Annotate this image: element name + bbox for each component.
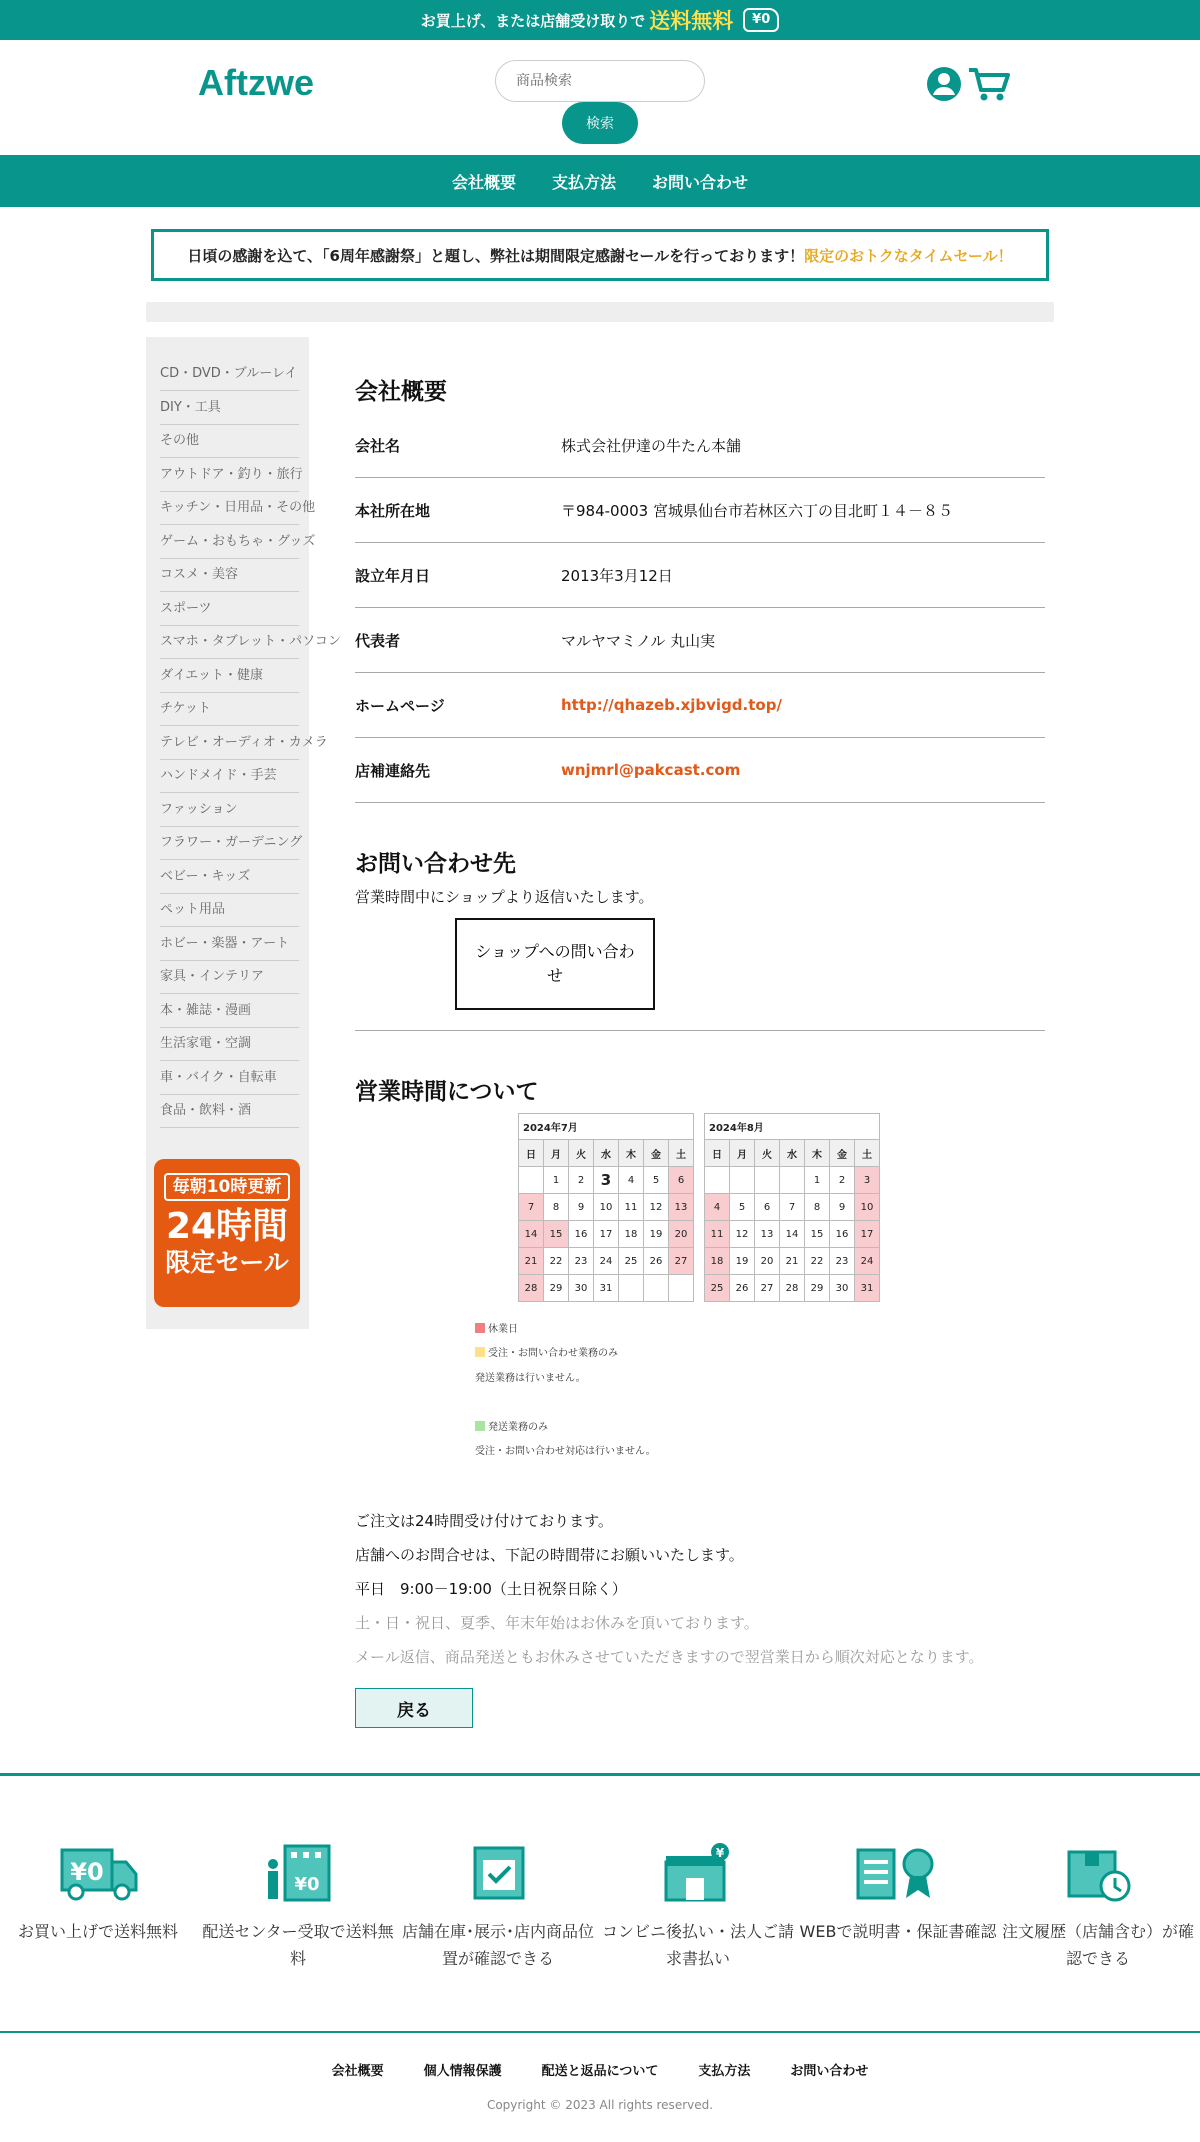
main-nav	[0, 155, 1200, 207]
calendar-day: 30	[830, 1275, 855, 1302]
calendar-day: 24	[594, 1248, 619, 1275]
back-button[interactable]: 戻る	[355, 1688, 473, 1728]
feature-center-pickup	[198, 1842, 398, 1972]
promo-topbar	[0, 0, 1200, 40]
calendar-day: 14	[780, 1221, 805, 1248]
business-notes	[355, 1504, 984, 1674]
calendar-day: 6	[669, 1167, 694, 1194]
feature-label: 配送センター受取で送料無料	[202, 1922, 394, 1968]
calendar-day	[755, 1167, 780, 1194]
calendar-day: 26	[644, 1248, 669, 1275]
calendar-day: 25	[619, 1248, 644, 1275]
calendar-day	[705, 1167, 730, 1194]
calendar-weekday: 火	[569, 1140, 594, 1167]
calendar-caption: 2024年7月	[519, 1114, 694, 1140]
legend-order-label: 受注・お問い合わせ業務のみ	[488, 1348, 618, 1359]
calendar-weekday: 火	[755, 1140, 780, 1167]
nav-contact[interactable]: お問い合わせ	[652, 172, 749, 192]
calendar-day: 29	[805, 1275, 830, 1302]
contact-title: お問い合わせ先	[355, 851, 516, 877]
feature-label: WEBで説明書・保証書確認	[799, 1922, 997, 1941]
homepage-link[interactable]: http://qhazeb.xjbvigd.top/	[561, 696, 782, 714]
calendar-day: 7	[519, 1194, 544, 1221]
truck-yen-icon	[56, 1842, 140, 1904]
info-row-address	[355, 478, 1045, 543]
calendar-day: 31	[594, 1275, 619, 1302]
checklist-icon	[467, 1842, 529, 1904]
banner-line3: 限定セール	[165, 1248, 289, 1277]
calendar-day: 5	[644, 1167, 669, 1194]
info-value: マルヤマミノル 丸山実	[561, 631, 716, 650]
contact-description: 営業時間中にショップより返信いたします。	[355, 888, 654, 906]
calendar-day: 21	[780, 1248, 805, 1275]
info-row-representative	[355, 608, 1045, 673]
calendar-caption: 2024年8月	[705, 1114, 880, 1140]
calendar-august	[704, 1113, 880, 1302]
calendar-weekday: 土	[855, 1140, 880, 1167]
building-yen-icon	[263, 1842, 333, 1904]
calendar-day: 16	[830, 1221, 855, 1248]
calendar-day: 11	[619, 1194, 644, 1221]
nav-company[interactable]: 会社概要	[451, 172, 516, 192]
hours-title: 営業時間について	[355, 1079, 539, 1105]
legend-holiday-label: 休業日	[488, 1324, 518, 1335]
legend-ship-label: 発送業務のみ	[488, 1422, 548, 1433]
calendar-day: 17	[855, 1221, 880, 1248]
sidebar-category[interactable]: ホビー・楽器・アート	[160, 927, 299, 961]
calendar-day: 8	[544, 1194, 569, 1221]
calendar-day: 16	[569, 1221, 594, 1248]
banner-line2: 24時間	[165, 1206, 289, 1247]
calendar-day: 19	[730, 1248, 755, 1275]
feature-order-history	[998, 1842, 1198, 1972]
calendar-day	[519, 1167, 544, 1194]
sidebar-category[interactable]: キッチン・日用品・その他	[160, 491, 299, 525]
footer-link-company[interactable]: 会社概要	[331, 2064, 384, 2079]
promo-text: お買上げ、または店舗受け取りで	[420, 11, 646, 30]
calendar-day: 18	[705, 1248, 730, 1275]
calendar-day: 19	[644, 1221, 669, 1248]
legend-order-note: 発送業務は行いません。	[475, 1373, 586, 1384]
document-award-icon	[852, 1842, 944, 1904]
search-button[interactable]: 検索	[562, 102, 638, 144]
category-sidebar	[146, 337, 341, 1329]
sidebar-category[interactable]: テレビ・オーディオ・カメラ	[160, 726, 299, 760]
calendar-day: 18	[619, 1221, 644, 1248]
calendar-day: 7	[780, 1194, 805, 1221]
legend-ship-note: 受注・お問い合わせ対応は行いません。	[475, 1446, 656, 1457]
note-line: ご注文は24時間受け付けております。	[355, 1512, 613, 1530]
calendar-day: 2	[830, 1167, 855, 1194]
calendar-day: 12	[644, 1194, 669, 1221]
info-label: 代表者	[355, 631, 401, 650]
sidebar-category[interactable]: 家具・インテリア	[160, 960, 299, 994]
feature-convenience-payment	[598, 1842, 798, 1972]
calendar-day: 6	[755, 1194, 780, 1221]
feature-store-stock	[398, 1842, 598, 1972]
info-value: 株式会社伊達の牛たん本舗	[561, 436, 742, 455]
box-clock-icon	[1063, 1842, 1133, 1904]
calendar-day: 11	[705, 1221, 730, 1248]
calendar-day: 28	[519, 1275, 544, 1302]
calendar-day: 10	[594, 1194, 619, 1221]
info-row-company-name	[355, 413, 1045, 478]
info-row-founded	[355, 543, 1045, 608]
calendar-day: 1	[544, 1167, 569, 1194]
sidebar-category[interactable]: チケット	[160, 692, 299, 726]
sidebar-category[interactable]: ペット用品	[160, 893, 299, 927]
info-label: 設立年月日	[355, 566, 431, 585]
calendar-day: 31	[855, 1275, 880, 1302]
svg-text:¥: ¥	[715, 1846, 725, 1860]
sale-announcement	[151, 229, 1049, 281]
calendar-day: 1	[805, 1167, 830, 1194]
svg-text:¥0: ¥0	[294, 1874, 320, 1895]
announce-highlight[interactable]: 限定のおトクなタイムセール！	[804, 246, 1013, 265]
sidebar-category[interactable]: ファッション	[160, 793, 299, 827]
calendar-day: 13	[669, 1194, 694, 1221]
info-label: 会社名	[355, 436, 401, 455]
calendar-weekday: 金	[644, 1140, 669, 1167]
site-header	[0, 40, 1200, 155]
info-label: 本社所在地	[355, 501, 431, 520]
calendar-day: 5	[730, 1194, 755, 1221]
calendar-day: 15	[544, 1221, 569, 1248]
legend-holiday	[475, 1320, 518, 1335]
note-line: 土・日・祝日、夏季、年末年始はお休みを頂いております。	[355, 1614, 759, 1632]
calendar-day: 29	[544, 1275, 569, 1302]
footer-divider-2	[0, 2031, 1200, 2033]
breadcrumb-bar	[146, 302, 1054, 322]
calendar-day: 22	[544, 1248, 569, 1275]
footer-link-shipping[interactable]: 配送と返品について	[541, 2064, 659, 2079]
company-title: 会社概要	[355, 379, 447, 405]
store-yen-icon	[662, 1842, 734, 1904]
calendar-day	[669, 1275, 694, 1302]
calendar-weekday: 水	[594, 1140, 619, 1167]
feature-free-shipping	[0, 1842, 198, 1945]
calendar-day: 27	[669, 1248, 694, 1275]
calendar-day	[730, 1167, 755, 1194]
calendar-day: 9	[830, 1194, 855, 1221]
calendar-day: 23	[569, 1248, 594, 1275]
info-row-email	[355, 738, 1045, 803]
calendar-weekday: 木	[805, 1140, 830, 1167]
note-line: 店舗へのお問合せは、下記の時間帯にお願いいたします。	[355, 1546, 744, 1564]
feature-label: お買い上げで送料無料	[17, 1922, 178, 1941]
calendar-day: 4	[705, 1194, 730, 1221]
sidebar-category[interactable]: DIY・工具	[160, 391, 299, 425]
calendar-day: 14	[519, 1221, 544, 1248]
timesale-banner[interactable]	[154, 1159, 300, 1307]
calendar-day: 17	[594, 1221, 619, 1248]
info-row-homepage	[355, 673, 1045, 738]
calendar-day: 3	[855, 1167, 880, 1194]
copyright: Copyright © 2023 All rights reserved.	[486, 2098, 714, 2112]
note-line: メール返信、商品発送ともお休みさせていただきますので翌営業日から順次対応となります。	[355, 1648, 984, 1666]
sidebar-category[interactable]: コスメ・美容	[160, 558, 299, 592]
sidebar-category[interactable]: ハンドメイド・手芸	[160, 759, 299, 793]
footer-divider	[0, 1773, 1200, 1776]
calendar-day: 30	[569, 1275, 594, 1302]
sidebar-category[interactable]: CD・DVD・ブルーレイ	[160, 357, 299, 391]
sidebar-category[interactable]: アウトドア・釣り・旅行	[160, 458, 299, 492]
footer-link-payment[interactable]: 支払方法	[698, 2064, 751, 2079]
calendar-day	[619, 1275, 644, 1302]
email-link[interactable]: wnjmrl@pakcast.com	[561, 761, 741, 779]
shop-contact-button[interactable]: ショップへの問い合わせ	[455, 918, 655, 1010]
sidebar-category[interactable]: スマホ・タブレット・パソコン	[160, 625, 299, 659]
truck-yen-icon: ¥0	[743, 8, 779, 32]
calendar-weekday: 土	[669, 1140, 694, 1167]
calendar-weekday: 日	[705, 1140, 730, 1167]
note-line: 平日 9:00－19:00（土日祝祭日除く）	[355, 1580, 627, 1598]
sidebar-category[interactable]: フラワー・ガーデニング	[160, 826, 299, 860]
legend-order-only	[475, 1344, 618, 1359]
calendar-weekday: 水	[780, 1140, 805, 1167]
calendar-day: 10	[855, 1194, 880, 1221]
svg-text:¥0: ¥0	[70, 1858, 104, 1886]
sidebar-category[interactable]: ゲーム・おもちゃ・グッズ	[160, 525, 299, 559]
sidebar-category[interactable]: 車・バイク・自転車	[160, 1061, 299, 1095]
info-value: 〒984-0003 宮城県仙台市若林区六丁の目北町１４－８５	[561, 501, 953, 520]
banner-line1: 毎朝10時更新	[164, 1173, 290, 1201]
calendar-weekday: 日	[519, 1140, 544, 1167]
footer-links	[0, 2060, 1200, 2079]
calendar-day: 20	[669, 1221, 694, 1248]
sidebar-category[interactable]: スポーツ	[160, 592, 299, 626]
legend-ship-only	[475, 1418, 548, 1433]
calendar-july	[518, 1113, 694, 1302]
calendar-day: 25	[705, 1275, 730, 1302]
legend-ship-swatch	[475, 1421, 485, 1431]
calendar-day: 20	[755, 1248, 780, 1275]
sidebar-category[interactable]: 本・雑誌・漫画	[160, 994, 299, 1028]
feature-web-manual	[798, 1842, 998, 1945]
calendar-day: 8	[805, 1194, 830, 1221]
calendar-weekday: 月	[730, 1140, 755, 1167]
calendar-day: 28	[780, 1275, 805, 1302]
calendar-weekday: 木	[619, 1140, 644, 1167]
sidebar-category[interactable]: ダイエット・健康	[160, 659, 299, 693]
search-input[interactable]	[495, 60, 705, 102]
calendar-day	[644, 1275, 669, 1302]
divider	[355, 1030, 1045, 1031]
promo-free-shipping: 送料無料	[649, 9, 734, 33]
sidebar-category[interactable]: 食品・飲料・酒	[160, 1094, 299, 1128]
feature-label: 注文履歴（店舗含む）が確認できる	[1001, 1922, 1194, 1968]
user-account-icon[interactable]	[926, 66, 962, 102]
calendar-day: 13	[755, 1221, 780, 1248]
calendar-day: 12	[730, 1221, 755, 1248]
calendar-day: 4	[619, 1167, 644, 1194]
legend-order-swatch	[475, 1347, 485, 1357]
footer-link-privacy[interactable]: 個人情報保護	[423, 2064, 502, 2079]
announce-text: 日頃の感謝を込て、「6周年感謝祭」と題し、弊社は期間限定感謝セールを行っております！	[187, 246, 805, 265]
calendar-day: 24	[855, 1248, 880, 1275]
info-label: 店補連絡先	[355, 761, 431, 780]
calendar-day: 2	[569, 1167, 594, 1194]
feature-label: コンビニ後払い・法人ご請求書払い	[601, 1922, 794, 1968]
sidebar-category[interactable]: 生活家電・空調	[160, 1027, 299, 1061]
calendar-day: 21	[519, 1248, 544, 1275]
legend-holiday-swatch	[475, 1323, 485, 1333]
nav-payment[interactable]: 支払方法	[551, 172, 616, 192]
footer-link-contact[interactable]: お問い合わせ	[790, 2064, 869, 2079]
feature-label: 店舗在庫･展示･店内商品位置が確認できる	[401, 1922, 594, 1968]
calendar-day	[780, 1167, 805, 1194]
sidebar-category[interactable]: ベビー・キッズ	[160, 860, 299, 894]
sidebar-category[interactable]: その他	[160, 424, 299, 458]
calendar-day: 27	[755, 1275, 780, 1302]
site-logo[interactable]: Aftzwe	[198, 62, 314, 103]
calendar-day: 3	[594, 1167, 619, 1194]
cart-icon[interactable]	[967, 66, 1011, 102]
calendar-day: 22	[805, 1248, 830, 1275]
calendar-day: 26	[730, 1275, 755, 1302]
info-label: ホームページ	[355, 696, 445, 715]
calendar-weekday: 金	[830, 1140, 855, 1167]
calendar-day: 9	[569, 1194, 594, 1221]
calendar-day: 23	[830, 1248, 855, 1275]
calendar-day: 15	[805, 1221, 830, 1248]
calendar-weekday: 月	[544, 1140, 569, 1167]
info-value: 2013年3月12日	[561, 566, 673, 585]
